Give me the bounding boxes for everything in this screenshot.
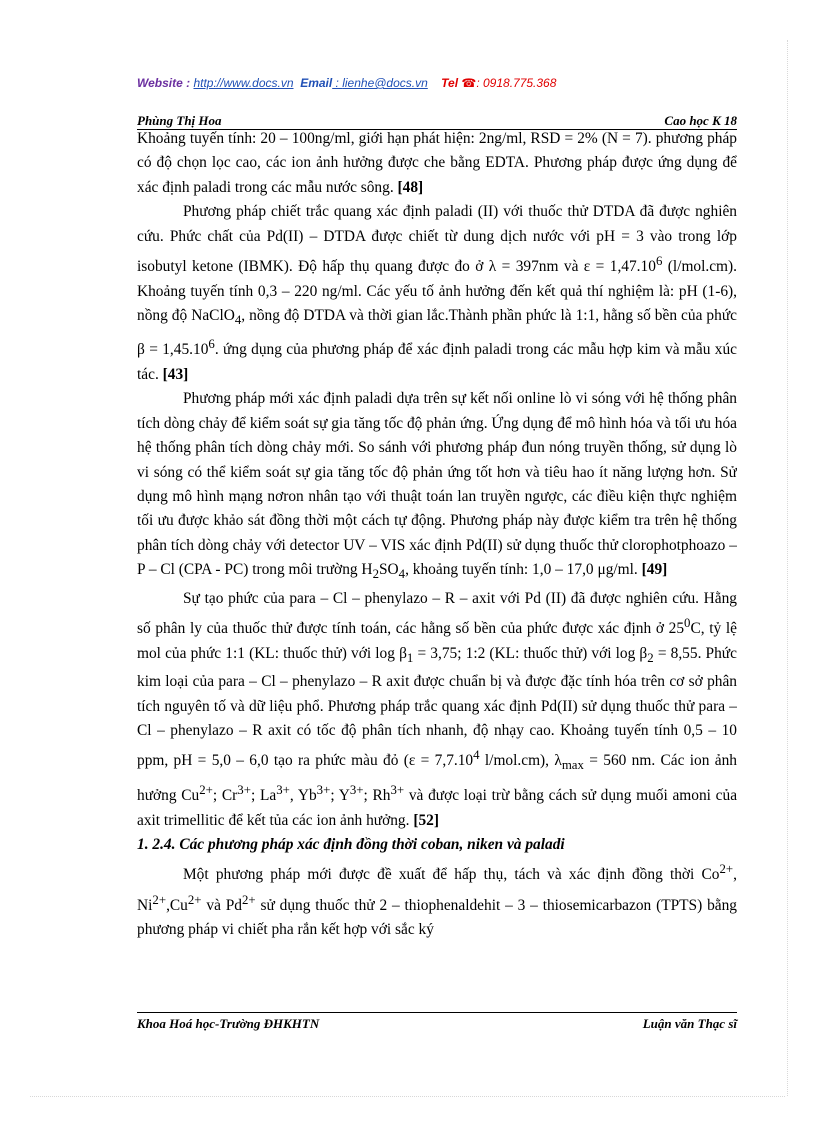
site-header [137, 76, 697, 90]
paragraph-3: Phương pháp mới xác định paladi dựa trên sự kết nối online lò vi sóng với hệ thống phân tích dòng chảy để kiểm soát sự gia tăng tốc độ phản ứng. Ứng dụng để mô hình hóa và tối ưu hóa hệ thống phân tích dòng chảy mới. So sánh với phương pháp đun nóng truyền thống, sử dụng lò vi sóng có thể kiểm soát sự gia tăng tốc độ phản ứng tốt hơn và tiêu hao ít năng lượng hơn. Sử dụng mô hình mạng nơron nhân tạo với thuật toán lan truyền ngược, các điều kiện thực nghiệm tối ưu được khảo sát đồng thời một cách tự động. Phương pháp này được kiểm tra trên hệ thống phân tích dòng chảy với detector UV – VIS xác định Pd(II) sử dụng thuốc thử clorophotphoazo – P – Cl (CPA - PC) trong môi trường $H_2SO_4$, khoảng tuyến tính: 1,0 – 17,0 μg/ml. [49] [137, 390, 737, 582]
email-link[interactable]: lienhe@docs.vn [342, 76, 428, 90]
faculty-name: Khoa Hoá học-Trường ĐHKHTN [137, 1016, 320, 1031]
email-separator: : [332, 76, 343, 90]
author-name: Phùng Thị Hoa [137, 113, 222, 128]
reference: [49] [641, 561, 668, 579]
reference: [48] [397, 178, 424, 196]
paragraph-2: Phương pháp chiết trắc quang xác định paladi (II) với thuốc thử DTDA đã được nghiên cứu. Phức chất của Pd(II) – DTDA được chiết từ dung dịch nước với pH = 3 vào trong lớp isobutyl ketone (IBMK). Độ hấp thụ quang được đo ở λ = 397nm và $\varepsilon = 1,47.10^6$ (l/mol.cm). Khoảng tuyến tính 0,3 – 220 ng/ml. Các yếu tố ảnh hưởng đến kết quả thí nghiệm là: pH (1-6), nồng độ NaClO$_4$, nồng độ DTDA và thời gian lắc.Thành phần phức là 1:1, hằng số bền của phức $\beta = 1,45.10^6$. ứng dụng của phương pháp để xác định paladi trong các mẫu hợp kim và mẫu xúc tác. [43] [137, 203, 737, 383]
website-link[interactable]: http://www.docs.vn [193, 76, 294, 90]
paragraph-1: Khoảng tuyến tính: 20 – 100ng/ml, giới hạn phát hiện: 2ng/ml, RSD = 2% (N = 7). phương pháp có độ chọn lọc cao, các ion ảnh hưởng được che bằng EDTA. Phương pháp được ứng dụng để xác định paladi trong các mẫu nước sông. [48] [137, 130, 737, 196]
tel-label: Tel [441, 76, 462, 90]
main-content [137, 127, 737, 1012]
footer-rule [137, 1012, 737, 1013]
paragraph-5: Một phương pháp mới được đề xuất để hấp thụ, tách và xác định đồng thời $Co^{2+}$, $Ni^{2+},Cu^{2+}$ và $Pd^{2+}$ sử dụng thuốc thử 2 – thiophenaldehit – 3 – thiosemicarbazon (TPTS) bằng phương pháp vi chiết pha rắn kết hợp với sắc ký [137, 862, 737, 939]
page-border-right [787, 40, 788, 1096]
course-name: Cao học K 18 [664, 113, 737, 128]
website-label: Website : [137, 76, 194, 90]
reference: [52] [413, 811, 439, 829]
thesis-type: Luận văn Thạc sĩ [642, 1016, 737, 1031]
page-border-bottom [30, 1096, 785, 1097]
section-heading: 1. 2.4. Các phương pháp xác định đồng thời coban, niken và paladi [137, 835, 565, 853]
tel-value: : 0918.775.368 [476, 76, 557, 90]
email-label: Email [300, 76, 333, 90]
phone-icon: ☎ [461, 76, 477, 90]
paragraph-4: Sự tạo phức của para – Cl – phenylazo – R – axit với Pd (II) đã được nghiên cứu. Hằng số phân ly của thuốc thử được tính toán, các hằng số bền của phức được xác định ở $25^0C$, tỷ lệ mol của phức 1:1 (KL: thuốc thử) với $\log \beta_1 = 3,75$; 1:2 (KL: thuốc thử) với $\log \beta_2 = 8,55$. Phức kim loại của para – Cl – phenylazo – R axit được chuẩn bị và được đặc tính hóa trên cơ sở phân tích nguyên tố và dữ liệu phổ. Phương pháp trắc quang xác định Pd(II) sử dụng thuốc thử para – Cl – phenylazo – R axit có tốc độ phân tích nhanh, độ nhạy cao. Khoảng tuyến tính 0,5 – 10 ppm, pH = 5,0 – 6,0 tạo ra phức màu đỏ ($\varepsilon = 7,7.10^4$ l/mol.cm), $\lambda_{max} = 560$ nm. Các ion ảnh hưởng $Cu^{2+}$; $Cr^{3+}$; $La^{3+}$, $Yb^{3+}$; $Y^{3+}$; $Rh^{3+}$ và được loại trừ bằng cách sử dụng muối amoni của axit trimellitic để kết tủa các ion ảnh hưởng. [52] [137, 589, 737, 829]
reference: [43] [162, 365, 189, 383]
